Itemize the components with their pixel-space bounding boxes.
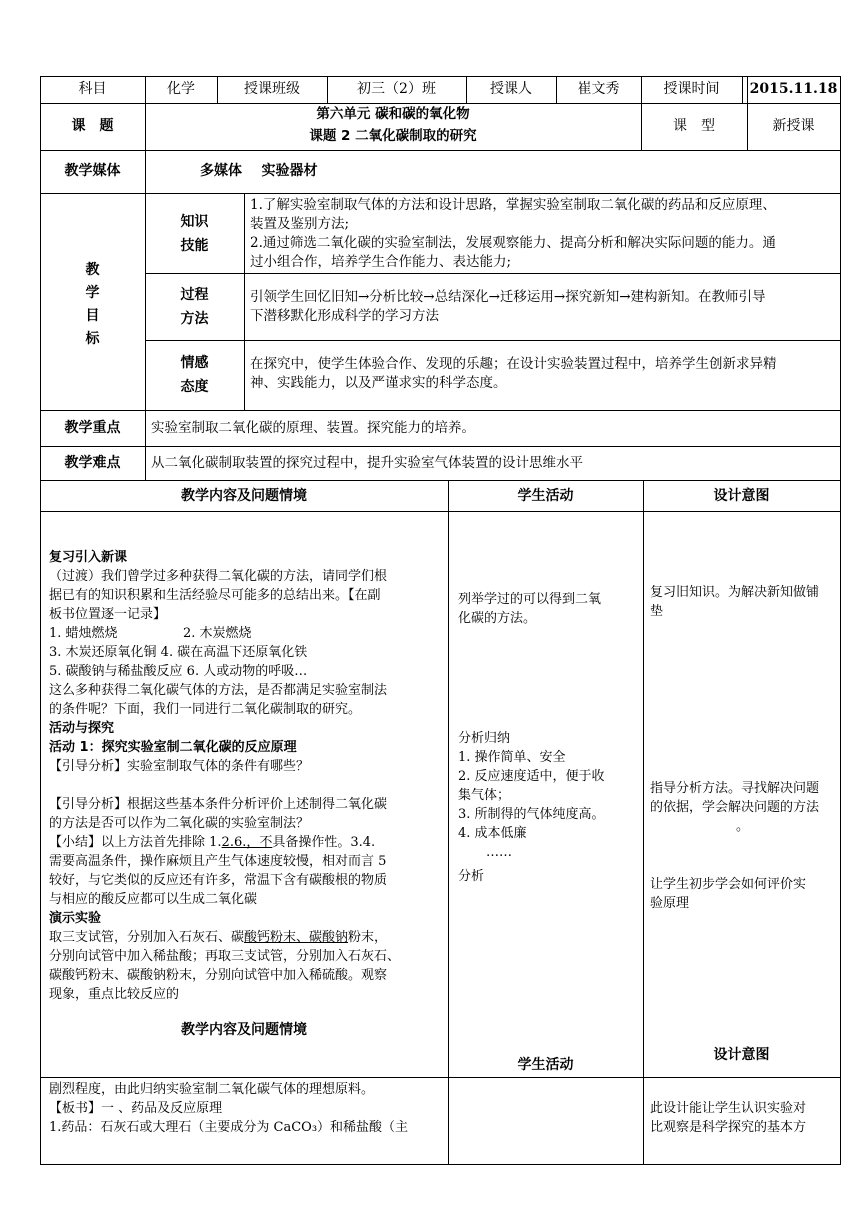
- topic-label: 课 题: [71, 118, 114, 134]
- media-label: 教学媒体: [64, 163, 121, 179]
- demo-title: 演示实验: [49, 911, 102, 926]
- time-value: 2015.11.18: [749, 81, 838, 97]
- student-column-header-repeat: 学生活动: [517, 1057, 574, 1073]
- design-column-header-repeat: 设计意图: [713, 1047, 770, 1063]
- goals-label-char: 目: [85, 308, 100, 324]
- difficulty-label: 教学难点: [64, 455, 121, 471]
- student-analyze: 分析: [458, 869, 485, 884]
- subject-label: 科目: [78, 81, 107, 97]
- key-point-label: 教学重点: [64, 420, 121, 436]
- student-analysis-text: 分析归纳 1. 操作简单、安全 2. 反应速度适中，便于收 集气体； 3. 所制得的气体纯度高。 4. 成本低廉 ……: [458, 731, 605, 860]
- knowledge-text: 1.了解实验室制取气体的方法和设计思路，掌握实验室制取二氧化碳的药品和反应原理、 装置及鉴别方法; 2.通过筛选二氧化碳的实验室制法，发展观察能力、提高分析和解决实际问题的能力。通 过小组合作，培养学生合作能力、表达能力;: [250, 197, 776, 270]
- method-3-4: 3. 木炭还原氧化铜 4. 碳在高温下还原氧化铁: [49, 645, 308, 660]
- emotion-text: 在探究中，使学生体验合作、发现的乐趣；在设计实验装置过程中，培养学生创新求异精 神、实践能力，以及严谨求实的科学态度。: [250, 356, 777, 391]
- analysis-title: 分析归纳: [458, 731, 511, 746]
- demo-line: 取三支试管，分别加入石灰石、碳酸钙粉末、碳酸钠粉末，: [49, 930, 388, 945]
- difficulty-value: 从二氧化碳制取装置的探究过程中，提升实验室气体装置的设计思维水平: [151, 455, 583, 471]
- process-text: 引领学生回忆旧知→分析比较→总结深化→迁移运用→探究新知→建构新知。在教师引导 下潜移默化形成科学的学习方法: [250, 289, 766, 324]
- teacher-label: 授课人: [490, 81, 532, 97]
- review-title: 复习引入新课: [49, 550, 128, 565]
- content-column-header-repeat: 教学内容及问题情境: [181, 1022, 307, 1038]
- media-value: 多媒体 实验器材: [200, 163, 318, 179]
- teacher-value: 崔文秀: [577, 81, 620, 97]
- continued-design-text: 此设计能让学生认识实验对 比观察是科学探究的基本方: [650, 1101, 807, 1135]
- lesson-type-value: 新授课: [772, 118, 815, 134]
- emotion-label-1: 情感: [180, 355, 209, 371]
- activity-title: 活动与探究: [49, 721, 115, 736]
- emotion-label-2: 态度: [180, 379, 209, 395]
- content-column-header: 教学内容及问题情境: [181, 488, 307, 504]
- class-value: 初三（2）班: [357, 81, 436, 97]
- student-column-header: 学生活动: [517, 488, 574, 504]
- time-label: 授课时间: [663, 81, 720, 97]
- design-review-text: 复习旧知识。为解决新知做铺 垫: [650, 585, 820, 619]
- lesson-type-label: 课 型: [673, 118, 715, 134]
- knowledge-label-2: 技能: [180, 238, 209, 254]
- design-evaluate-text: 让学生初步学会如何评价实 验原理: [650, 877, 807, 911]
- method-2: 2. 木炭燃烧: [183, 626, 252, 641]
- process-label-1: 过程: [180, 287, 209, 303]
- content-text: 复习引入新课 （过渡）我们曾学过多种获得二氧化碳的方法，请同学们根 据已有的知识积累和生活经验尽可能多的总结出来。【在副 板书位置逐一记录】 1. 蜡烛燃烧 2. 木炭燃烧 3. 木炭还原氧化铜 4. 碳在高温下还原氧化铁 5. 碳酸钠与稀盐酸反应 6. 人或动物的呼吸… 这么多种获得二氧化碳气体的方法，是否都满足实验室制法 的条件呢？下面，我们一同进行二氧化碳制取的研究。 活动与探究 活动 1：探究实验室制二氧化碳的反应原理 【引导分析】实验室制取气体的条件有哪些？ 【引导分析】根据这些基本条件分析评价上述制得二氧化碳 的方法是否可以作为二氧化碳的实验室制法？ 【小结】以上方法首先排除 1.2.6.，不具备操作性。3.4. 需要高温条件，操作麻烦且产生气体速度较慢，相对而言 5 较好，与它类似的反应还有许多，常温下含有碳酸根的物质 与相应的酸反应都可以生成二氧化碳 演示实验 取三支试管，分别加入石灰石、碳酸钙粉末、碳酸钠粉末， 分别向试管中加入稀盐酸；再取三支试管，分别加入石灰石、 碳酸钙粉末、碳酸钠粉末，分别向试管中加入稀硫酸。观察 现象，重点比较反应的: [49, 550, 401, 1002]
- topic-line2: 课题 2 二氧化碳制取的研究: [309, 128, 477, 144]
- goals-label-char: 标: [85, 331, 100, 347]
- continued-content-text: 剧烈程度，由此归纳实验室制二氧化碳气体的理想原料。 【板书】一 、药品及反应原理 1.药品：石灰石或大理石（主要成分为 CaCO₃）和稀盐酸（主: [49, 1082, 409, 1135]
- guide-1: 【引导分析】实验室制取气体的条件有哪些？: [49, 759, 310, 774]
- key-point-value: 实验室制取二氧化碳的原理、装置。探究能力的培养。: [151, 420, 475, 436]
- method-5-6: 5. 碳酸钠与稀盐酸反应 6. 人或动物的呼吸…: [49, 664, 308, 679]
- activity1-title: 活动 1：探究实验室制二氧化碳的反应原理: [49, 740, 297, 755]
- summary-line: 【小结】以上方法首先排除 1.2.6.，不具备操作性。3.4.: [49, 835, 376, 850]
- knowledge-label-1: 知识: [180, 214, 209, 230]
- analysis-ellipsis: ……: [486, 845, 512, 860]
- design-guide-text: 指导分析方法。寻找解决问题 的依据，学会解决问题的方法 。: [650, 781, 820, 834]
- process-label-2: 方法: [180, 311, 209, 327]
- class-label: 授课班级: [244, 81, 300, 97]
- method-1: 1. 蜡烛燃烧: [49, 626, 118, 641]
- topic-line1: 第六单元 碳和碳的氧化物: [316, 106, 470, 122]
- goals-label-char: 学: [85, 285, 100, 301]
- goals-label-char: 教: [85, 262, 100, 278]
- subject-value: 化学: [167, 81, 195, 97]
- design-column-header: 设计意图: [713, 488, 770, 504]
- student-list-text: 列举学过的可以得到二氧 化碳的方法。: [458, 592, 602, 626]
